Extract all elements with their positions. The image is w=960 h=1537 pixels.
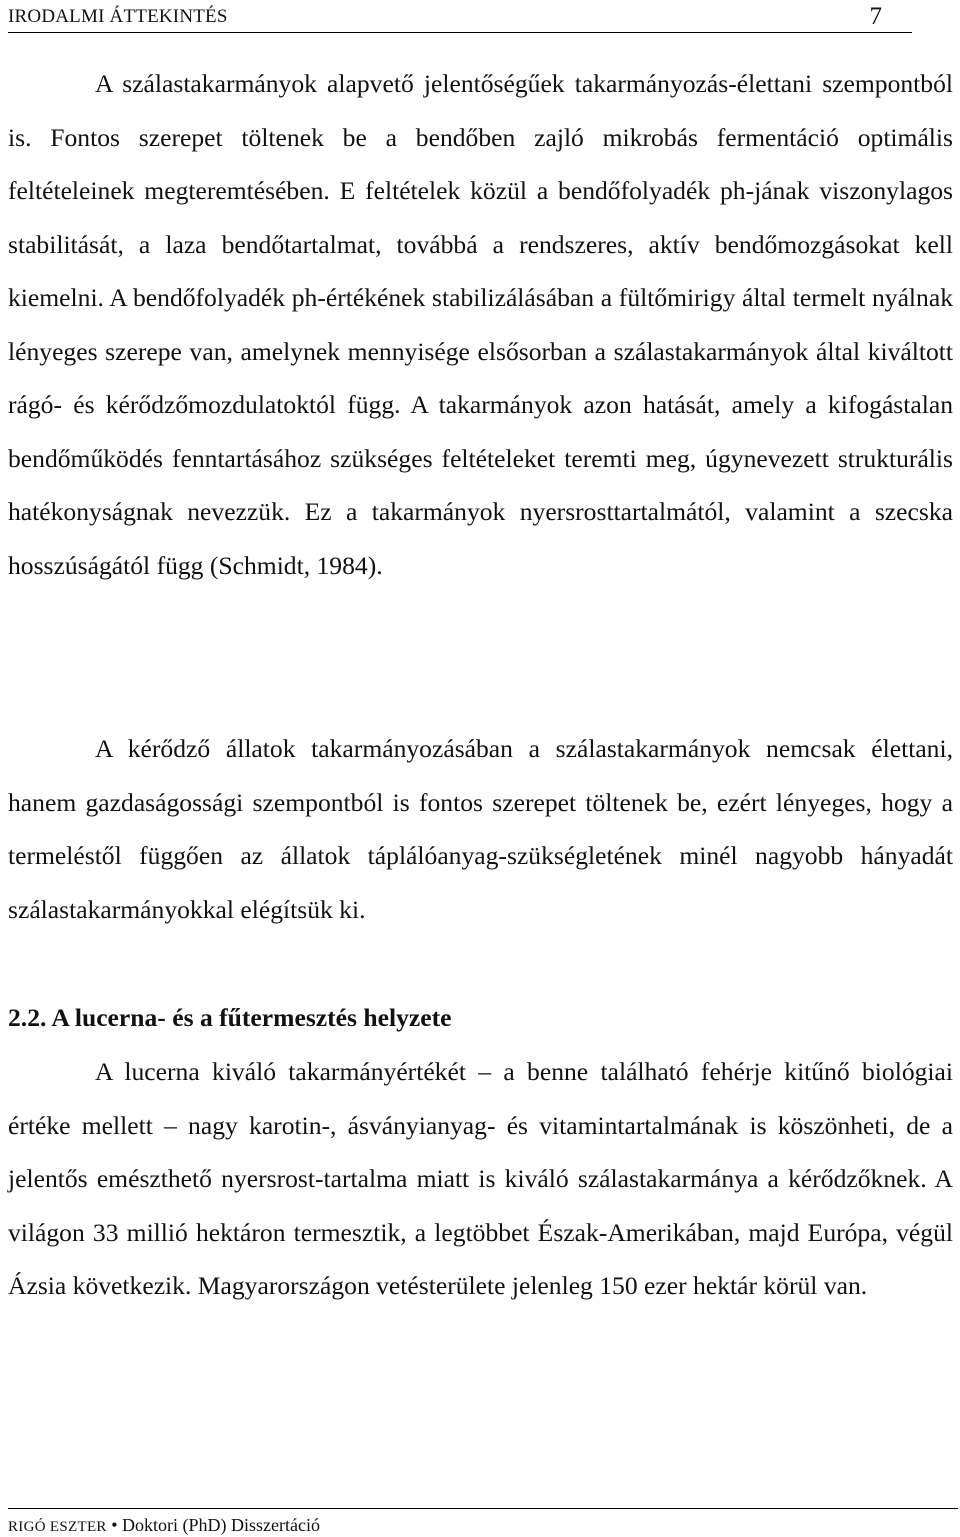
footer-bullet: • <box>111 1515 118 1535</box>
section-heading: 2.2. A lucerna- és a fűtermesztés helyzete <box>8 1003 452 1032</box>
footer-title: Doktori (PhD) Disszertáció <box>122 1515 320 1535</box>
paragraph-ruminant-feeding: A kérődző állatok takarmányozásában a szálastakarmányok nemcsak élettani, hanem gazdaságossági szempontból is fontos szerepet töltenek be, ezért lényeges, hogy a termeléstől függően az állatok táplálóanyag-szükségletének minél nagyobb hányadát szálastakarmányokkal elégítsük ki. <box>8 734 953 924</box>
header-title: IRODALMI ÁTTEKINTÉS <box>8 6 228 27</box>
paragraph-roughage-importance: A szálastakarmányok alapvető jelentőségűek takarmányozás-élettani szempontból is. Fontos szerepet töltenek be a bendőben zajló mikrobás fermentáció optimális feltételeinek megteremtésében. E feltételek közül a bendőfolyadék ph-jának viszonylagos stabilitását, a laza bendőtartalmat, továbbá a rendszeres, aktív bendőmozgásokat kell kiemelni. A bendőfolyadék ph-értékének stabilizálásában a fültőmirigy által termelt nyálnak lényeges szerepe van, amelynek mennyisége elsősorban a szálastakarmányok által kiváltott rágó- és kérődzőmozdulatoktól függ. A takarmányok azon hatását, amely a kifogástalan bendőműködés fenntartásához szükséges feltételeket teremti meg, úgynevezett strukturális hatékonyságnak nevezzük. Ez a takarmányok nyersrosttartalmától, valamint a szecska hosszúságától függ (Schmidt, 1984). <box>8 69 953 580</box>
page-footer <box>8 1508 958 1536</box>
footer-author: RIGÓ ESZTER <box>8 1519 107 1535</box>
page-number: 7 <box>869 3 882 30</box>
page-header <box>8 2 912 33</box>
paragraph-lucerne: A lucerna kiváló takarmányértékét – a benne található fehérje kitűnő biológiai értéke mellett – nagy karotin-, ásványianyag- és vitamintartalmának is köszönheti, de a jelentős emészthető nyersrost-tartalma miatt is kiváló szálastakarmánya a kérődzőknek. A világon 33 millió hektáron termesztik, a legtöbbet Észak-Amerikában, majd Európa, végül Ázsia következik. Magyarországon vetésterülete jelenleg 150 ezer hektár körül van. <box>8 1057 953 1300</box>
